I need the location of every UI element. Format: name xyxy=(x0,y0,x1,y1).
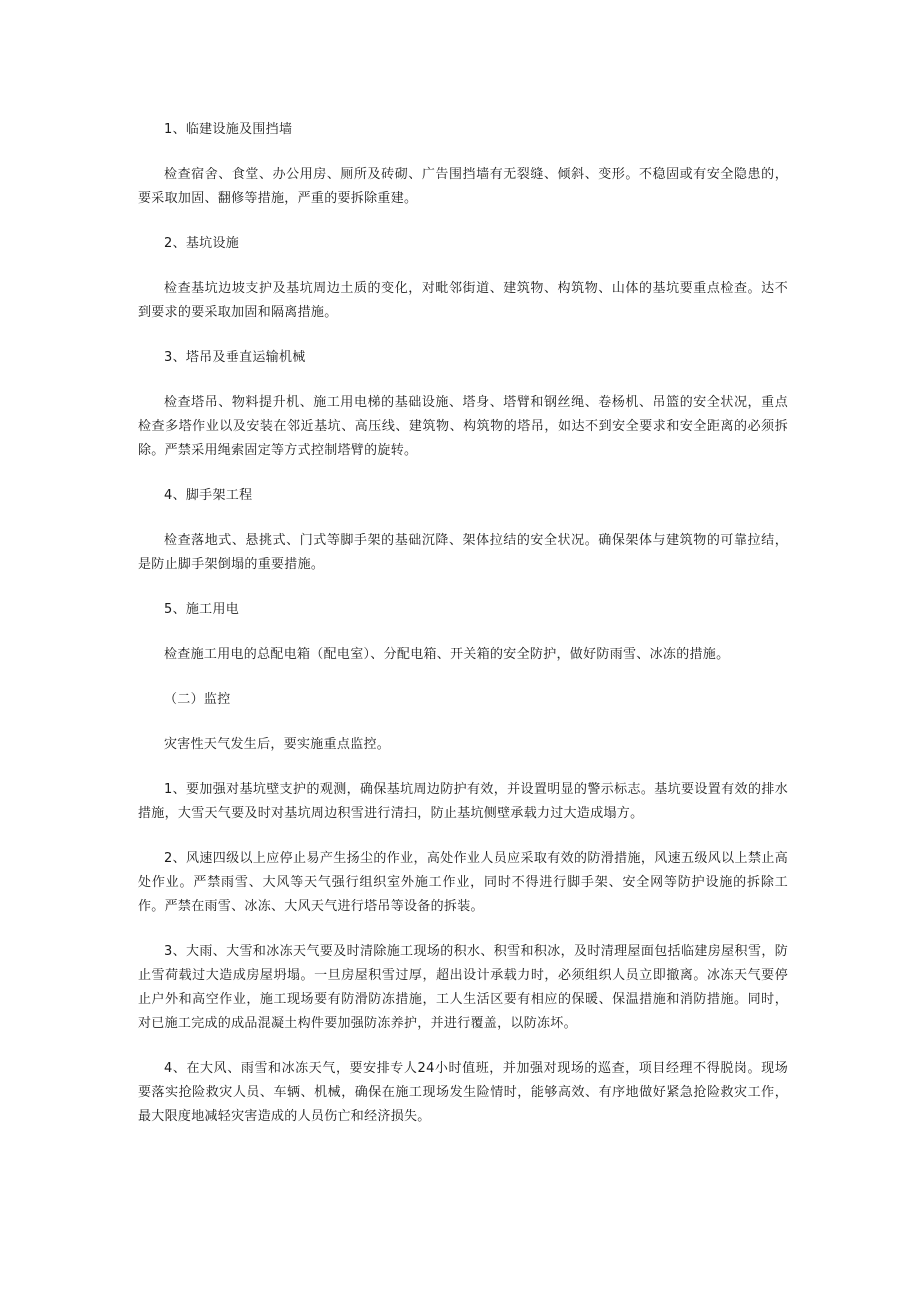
section-heading: 4、脚手架工程 xyxy=(164,488,253,503)
paragraph: 检查基坑边坡支护及基坑周边土质的变化，对毗邻街道、建筑物、构筑物、山体的基坑要重点检查。达不到要求的要采取加固和隔离措施。 xyxy=(138,281,788,320)
paragraph: 1、要加强对基坑壁支护的观测，确保基坑周边防护有效，并设置明显的警示标志。基坑要设置有效的排水措施，大雪天气要及时对基坑周边积雪进行清扫，防止基坑侧壁承载力过大造成塌方。 xyxy=(138,782,788,821)
paragraph: 3、大雨、大雪和冰冻天气要及时清除施工现场的积水、积雪和积冰，及时清理屋面包括临建房屋积雪，防止雪荷载过大造成房屋坍塌。一旦房屋积雪过厚，超出设计承载力时，必须组织人员立即撤离。冰冻天气要停止户外和高空作业，施工现场要有防滑防冻措施，工人生活区要有相应的保暖、保温措施和消防措施。同时，对已施工完成的成品混凝土构件要加强防冻养护，并进行覆盖，以防冻坏。 xyxy=(138,944,788,1031)
section-heading: 5、施工用电 xyxy=(164,602,240,617)
paragraph: 检查塔吊、物料提升机、施工用电梯的基础设施、塔身、塔臂和钢丝绳、卷杨机、吊篮的安全状况，重点检查多塔作业以及安装在邻近基坑、高压线、建筑物、构筑物的塔吊，如达不到安全要求和安全距离的必须拆除。严禁采用绳索固定等方式控制塔臂的旋转。 xyxy=(138,395,788,458)
paragraph: 4、在大风、雨雪和冰冻天气，要安排专人24小时值班，并加强对现场的巡查，项目经理不得脱岗。现场要落实抢险救灾人员、车辆、机械，确保在施工现场发生险情时，能够高效、有序地做好紧急抢险救灾工作，最大限度地减轻灾害造成的人员伤亡和经济损失。 xyxy=(138,1061,788,1124)
section-heading: 3、塔吊及垂直运输机械 xyxy=(164,350,306,365)
document-body xyxy=(138,118,788,1150)
paragraph: 检查落地式、悬挑式、门式等脚手架的基础沉降、架体拉结的安全状况。确保架体与建筑物的可靠拉结，是防止脚手架倒塌的重要措施。 xyxy=(138,533,788,572)
section-heading: 2、基坑设施 xyxy=(164,236,240,251)
paragraph: 2、风速四级以上应停止易产生扬尘的作业，高处作业人员应采取有效的防滑措施，风速五级风以上禁止高处作业。严禁雨雪、大风等天气强行组织室外施工作业，同时不得进行脚手架、安全网等防护设施的拆除工作。严禁在雨雪、冰冻、大风天气进行塔吊等设备的拆装。 xyxy=(138,851,788,914)
section-heading: （二）监控 xyxy=(164,692,231,707)
paragraph: 检查宿舍、食堂、办公用房、厕所及砖砌、广告围挡墙有无裂缝、倾斜、变形。不稳固或有安全隐患的，要采取加固、翻修等措施，严重的要拆除重建。 xyxy=(138,167,788,206)
section-heading: 1、临建设施及围挡墙 xyxy=(164,122,293,137)
paragraph: 检查施工用电的总配电箱（配电室）、分配电箱、开关箱的安全防护，做好防雨雪、冰冻的措施。 xyxy=(164,647,730,662)
paragraph: 灾害性天气发生后，要实施重点监控。 xyxy=(164,737,391,752)
